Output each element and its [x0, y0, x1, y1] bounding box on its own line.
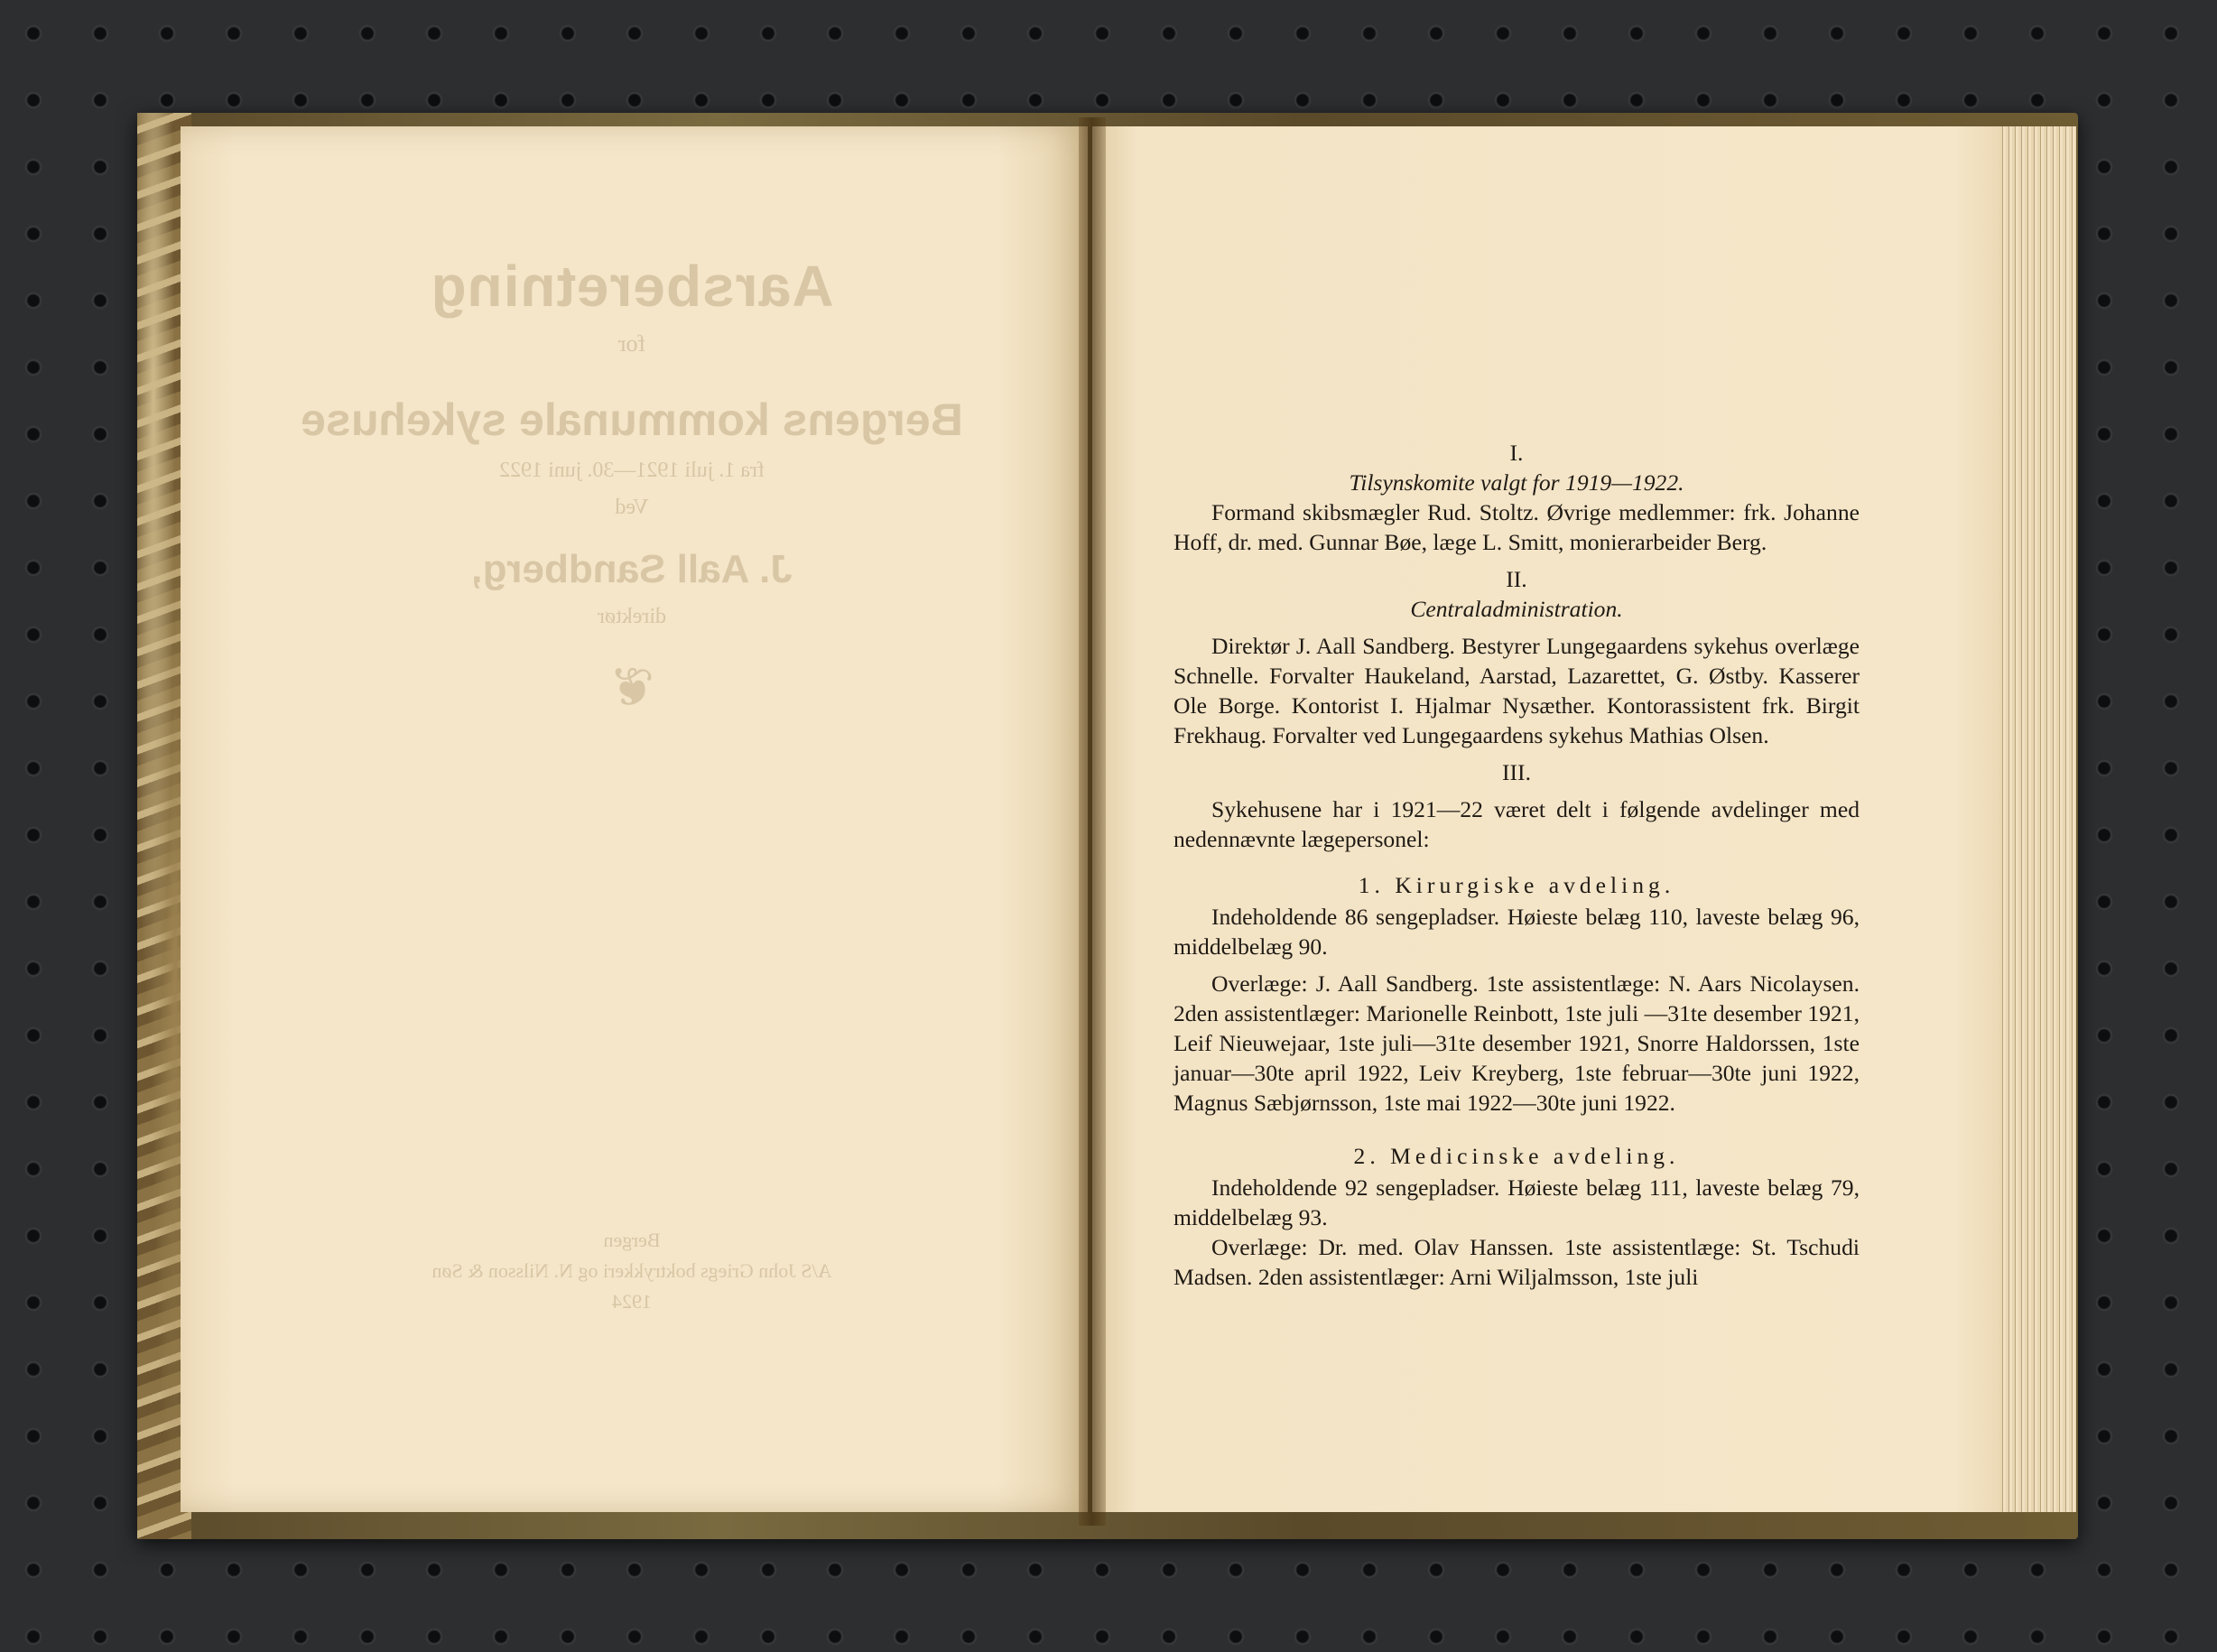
department-heading: 1. Kirurgiske avdeling. — [1358, 872, 1675, 898]
ghost-sub: for — [617, 330, 646, 357]
paragraph: Direktør J. Aall Sandberg. Bestyrer Lungegaardens sykehus overlæge Schnelle. Forvalter Haukeland, Aarstad, Lazarettet, G. Østby. Kasserer Ole Borge. Kontorist I. Hjalmar Nysæther. Kontorassistent frk. Birgit Frekhaug. Forvalter ved Lungegaardens sykehus Mathias Olsen. — [1173, 633, 1860, 748]
ghost-foot-year: 1924 — [612, 1290, 652, 1313]
ghost-period: fra 1. juli 1921—30. juni 1922 — [499, 459, 765, 482]
show-through-title-page — [226, 208, 1038, 1471]
ghost-name: J. Aall Sandberg, — [471, 547, 793, 591]
ghost-foot-printer: A/S John Griegs boktrykkeri og N. Nilsson & Søn — [431, 1259, 832, 1282]
paragraph: Formand skibsmægler Rud. Stoltz. Øvrige medlemmer: frk. Johanne Hoff, dr. med. Gunnar Bøe, læge L. Smitt, monierarbeider Berg. — [1173, 499, 1860, 555]
paragraph: Indeholdende 92 sengepladser. Høieste belæg 111, laveste belæg 79, middelbelæg 93. — [1173, 1174, 1860, 1230]
paragraph: Overlæge: J. Aall Sandberg. 1ste assistentlæge: N. Aars Nicolaysen. 2den assistentlæger: Marionelle Reinbott, 1ste juli —31te desember 1921, Leif Nieuwejaar, 1ste juli—31te desember 1921, Snorre Haldorssen, 1ste januar—30te april 1922, Leiv Kreyberg, 1ste februar—30te juni 1922, Magnus Sæbjørnsson, 1ste mai 1922—30te juni 1922. — [1173, 970, 1860, 1116]
page-edges — [1999, 126, 2076, 1512]
right-page-text — [1173, 438, 1860, 1292]
section-numeral: III. — [1502, 759, 1531, 785]
paragraph: Sykehusene har i 1921—22 været delt i følgende avdelinger med nedennævnte lægepersonel: — [1173, 796, 1860, 852]
section-numeral: I. — [1509, 440, 1524, 466]
paragraph: Indeholdende 86 sengepladser. Høieste belæg 110, laveste belæg 96, middelbelæg 90. — [1173, 904, 1860, 960]
ghost-role: direktør — [598, 605, 666, 628]
paragraph: Overlæge: Dr. med. Olav Hanssen. 1ste assistentlæge: St. Tschudi Madsen. 2den assistentlæger: Arni Wiljalmsson, 1ste juli — [1173, 1234, 1860, 1290]
book-gutter — [1079, 117, 1106, 1526]
section-numeral: II. — [1506, 566, 1527, 592]
ghost-by: Ved — [615, 496, 649, 519]
ornament-icon: ❦ — [608, 658, 655, 718]
section-title: Tilsynskomite valgt for 1919—1922. — [1349, 469, 1684, 496]
ghost-head: Aarsberetning — [430, 254, 834, 319]
department-heading: 2. Medicinske avdeling. — [1353, 1143, 1680, 1169]
ghost-institution: Bergens kommunale sykehuse — [301, 394, 963, 445]
ghost-foot-city: Bergen — [603, 1229, 661, 1251]
section-title: Centraladministration. — [1410, 596, 1623, 622]
